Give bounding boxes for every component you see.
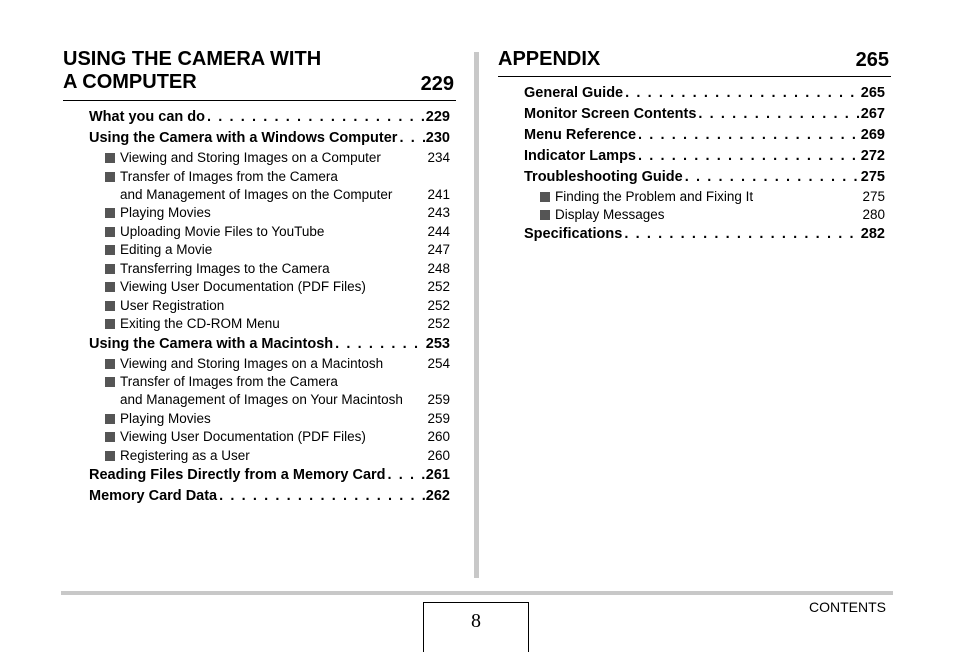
toc-subentry[interactable] [105,447,450,465]
toc-subentry-page: 252 [427,279,450,294]
square-bullet-icon [105,245,115,255]
square-bullet-icon [105,301,115,311]
toc-entry[interactable] [524,104,885,125]
toc-entry-page: 282 [860,226,885,242]
toc-entry-page: 267 [860,106,885,122]
toc-subentry[interactable] [105,315,450,333]
toc-subentry-title: Playing Movies [120,410,211,426]
toc-entry-title: Indicator Lamps [524,148,636,164]
toc-subentry-title: Transferring Images to the Camera [120,260,330,276]
column-divider [474,52,479,578]
toc-subentry[interactable] [105,278,450,296]
section-page-number[interactable]: 229 [420,73,454,95]
section-title [63,46,363,94]
footer-divider [61,591,893,595]
section-title-line1: USING THE CAMERA WITH [63,48,322,70]
section-page-number[interactable]: 265 [855,49,889,71]
toc-section-appendix [498,46,891,245]
toc-subentry[interactable] [105,223,450,241]
toc-subentry-title: Viewing and Storing Images on a Macintosh [120,355,384,371]
square-bullet-icon [105,414,115,424]
toc-subentry-title: Registering as a User [120,447,250,463]
dot-leader [683,167,861,188]
toc-subentry-title: Viewing User Documentation (PDF Files) [120,429,366,444]
toc-entry-page: 261 [425,467,450,483]
square-bullet-icon [105,208,115,218]
toc-subentry-page: 241 [427,186,450,202]
square-bullet-icon [105,359,115,369]
toc-subentry-page: 234 [427,150,450,165]
toc-subentry-title: Display Messages [555,207,665,222]
toc-subentry[interactable] [540,188,885,206]
toc-entry-page: 253 [425,335,450,352]
toc-entry-page: 265 [860,85,885,101]
dot-leader [333,334,426,355]
toc-entry[interactable] [89,107,450,128]
toc-entry[interactable] [89,465,450,486]
toc-entry-page: 275 [860,169,885,185]
toc-section-using-camera-with-computer [63,46,456,507]
toc-entry-title: Using the Camera with a Macintosh [89,335,334,352]
toc-entry[interactable] [89,128,450,149]
toc-subentry-page: 243 [427,205,450,220]
toc-entry-title: Troubleshooting Guide [524,169,683,185]
dot-leader [622,224,860,245]
toc-entry-title: Memory Card Data [89,488,218,504]
section-title-line2: A COMPUTER [63,71,197,93]
dot-leader [636,125,861,146]
toc-subentry-page: 244 [427,223,450,239]
dot-leader [696,104,860,125]
contents-link[interactable]: CONTENTS [809,599,886,615]
toc-subentry[interactable] [105,297,450,315]
square-bullet-icon [105,227,115,237]
toc-subentry-title: User Registration [120,297,225,313]
toc-subentry[interactable] [105,260,450,278]
dot-leader [205,107,426,128]
toc-subentry-page: 259 [427,392,450,407]
section-heading [498,46,891,77]
square-bullet-icon [105,264,115,274]
toc-entry[interactable] [524,224,885,245]
toc-subentry-title: Transfer of Images from the Camera and Management of Images on the Computer [120,168,393,202]
toc-entry[interactable] [89,334,450,355]
toc-subentry[interactable] [105,373,450,409]
toc-entry-page: 272 [860,148,885,164]
square-bullet-icon [105,432,115,442]
toc-entry-title: Specifications [524,226,623,242]
toc-list [524,83,885,245]
toc-list [89,107,450,507]
toc-subentry[interactable] [105,428,450,446]
dot-leader [397,128,425,149]
toc-subentry-page: 248 [427,260,450,276]
toc-entry[interactable] [524,146,885,167]
square-bullet-icon [105,319,115,329]
toc-subentry-page: 252 [427,297,450,313]
toc-subentry-title: Playing Movies [120,205,211,220]
toc-subentry-page: 254 [427,355,450,371]
square-bullet-icon [105,172,115,182]
toc-subentry-title: Editing a Movie [120,242,213,257]
toc-entry[interactable] [89,486,450,507]
toc-subentry[interactable] [105,241,450,259]
toc-entry-title: What you can do [89,109,205,125]
section-heading [63,46,456,101]
square-bullet-icon [105,153,115,163]
toc-subentry[interactable] [105,149,450,167]
toc-subentry-title: Viewing and Storing Images on a Computer [120,150,381,165]
dot-leader [636,146,861,167]
toc-subentry-page: 280 [862,207,885,222]
toc-subentry[interactable] [105,355,450,373]
toc-subentry[interactable] [105,204,450,222]
toc-entry[interactable] [524,167,885,188]
toc-subentry-title: Viewing User Documentation (PDF Files) [120,279,366,294]
section-title: APPENDIX [498,48,601,70]
toc-entry-title: Using the Camera with a Windows Computer [89,130,398,146]
toc-subentry-title: Exiting the CD-ROM Menu [120,316,280,331]
toc-entry-page: 269 [860,127,885,143]
toc-subentry-page: 247 [427,242,450,257]
dot-leader [217,486,426,507]
toc-subentry-page: 259 [427,410,450,426]
toc-entry[interactable] [524,83,885,104]
toc-entry-title: Reading Files Directly from a Memory Card [89,467,386,483]
page-number: 8 [423,602,529,652]
toc-subentry-page: 252 [427,316,450,331]
square-bullet-icon [105,451,115,461]
dot-leader [386,465,426,486]
square-bullet-icon [540,210,550,220]
square-bullet-icon [540,192,550,202]
toc-entry-page: 262 [425,488,450,504]
toc-subentry[interactable] [540,206,885,224]
toc-entry-page: 229 [425,109,450,125]
toc-entry-page: 230 [425,130,450,146]
toc-subentry-title: Uploading Movie Files to YouTube [120,223,325,239]
toc-entry-title: General Guide [524,85,624,101]
toc-entry-title: Monitor Screen Contents [524,106,697,122]
toc-subentry-page: 260 [427,447,450,463]
toc-subentry[interactable] [105,410,450,428]
square-bullet-icon [105,377,115,387]
toc-subentry[interactable] [105,168,450,204]
toc-subentry-page: 275 [862,189,885,204]
toc-subentry-page: 260 [427,429,450,444]
toc-subentry-title: Transfer of Images from the Camera and Management of Images on Your Macintosh [120,374,403,407]
toc-entry[interactable] [524,125,885,146]
toc-subentry-title: Finding the Problem and Fixing It [555,189,754,204]
toc-entry-title: Menu Reference [524,127,637,143]
dot-leader [623,83,861,104]
square-bullet-icon [105,282,115,292]
